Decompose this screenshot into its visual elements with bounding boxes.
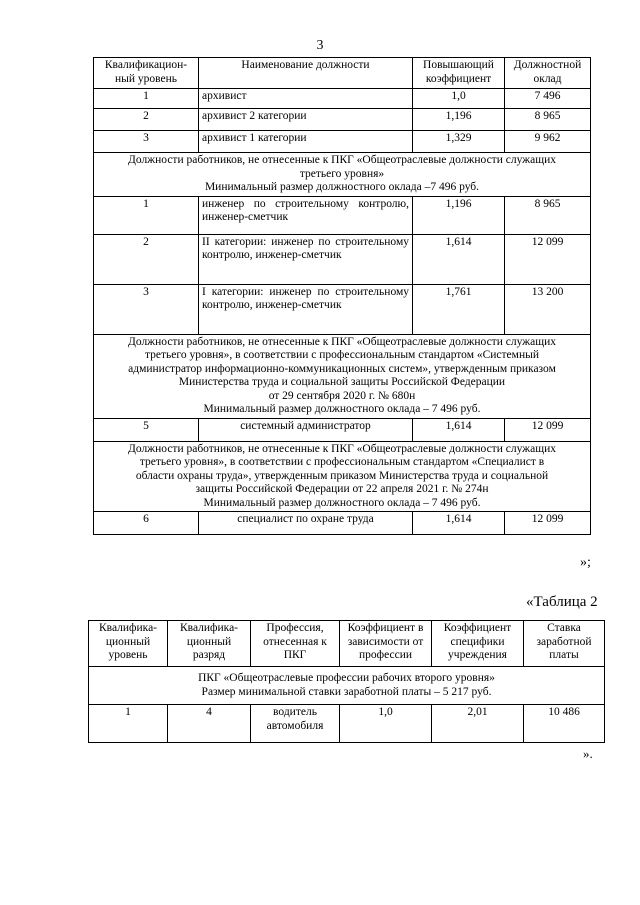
header-wage-rate: Ставка заработной платы (524, 621, 605, 667)
cell-wage-rate: 10 486 (524, 705, 605, 743)
cell-position: архивист 2 категории (199, 109, 413, 131)
group-header-line: защиты Российской Федерации от 22 апреля 2021 г. № 274н (195, 483, 489, 495)
header-qualification-level: Квалификацион-ный уровень (94, 58, 199, 89)
closing-quote-2: ». (583, 746, 593, 761)
cell-level: 6 (94, 512, 199, 535)
cell-position: инженер по строительному контролю, инженер-сметчик (199, 196, 413, 234)
table-row (94, 89, 591, 109)
cell-coefficient: 1,0 (413, 89, 505, 109)
cell-salary: 9 962 (505, 131, 591, 153)
group-header-line: третьего уровня» (299, 167, 385, 180)
cell-grade: 4 (168, 705, 251, 743)
cell-coefficient: 1,329 (413, 131, 505, 153)
table-header-row (89, 621, 605, 667)
header-profession-coefficient: Коэффициент в зависимости от профессии (340, 621, 432, 667)
cell-level: 3 (94, 131, 199, 153)
header-qualification-level: Квалифика-ционный уровень (89, 621, 168, 667)
group-header-row (89, 667, 605, 705)
header-raising-coefficient: Повышающий коэффициент (413, 58, 505, 89)
cell-position: системный администратор (199, 418, 413, 441)
table-header-row (94, 58, 591, 89)
cell-salary: 12 099 (505, 418, 591, 441)
group-header-row (94, 441, 591, 512)
table-row (94, 234, 591, 284)
cell-level: 5 (94, 418, 199, 441)
cell-salary: 8 965 (505, 196, 591, 234)
cell-profession-coefficient: 1,0 (340, 705, 432, 743)
closing-quote-1: »; (580, 555, 591, 570)
table-row (94, 418, 591, 441)
page-number: 3 (316, 38, 324, 53)
cell-coefficient: 1,614 (413, 418, 505, 441)
cell-level: 1 (94, 196, 199, 234)
cell-level: 3 (94, 284, 199, 334)
group-header-row (94, 334, 591, 418)
group-header-line: Должности работников, не отнесенные к ПКГ «Общеотраслевые должности служащих (128, 154, 556, 166)
table-row (94, 196, 591, 234)
cell-coefficient: 1,761 (413, 284, 505, 334)
cell-level: 2 (94, 109, 199, 131)
salary-table-positions (93, 57, 591, 535)
header-institution-coefficient: Коэффициент специфики учреждения (432, 621, 524, 667)
cell-salary: 7 496 (505, 89, 591, 109)
cell-coefficient: 1,614 (413, 512, 505, 535)
group-header-line: Минимальный размер должностного оклада – 7 496 руб. (203, 403, 481, 415)
cell-salary: 13 200 (505, 284, 591, 334)
cell-salary: 12 099 (505, 512, 591, 535)
group-header-line: Должности работников, не отнесенные к ПКГ «Общеотраслевые должности служащих (128, 442, 556, 455)
cell-coefficient: 1,196 (413, 196, 505, 234)
header-qualification-grade: Квалифика-ционный разряд (168, 621, 251, 667)
cell-coefficient: 1,196 (413, 109, 505, 131)
cell-position: I категории: инженер по строительному контролю, инженер-сметчик (199, 284, 413, 334)
group-header-line: третьего уровня», в соответствии с профессиональным стандартом «Специалист в (139, 456, 545, 468)
cell-position: архивист 1 категории (199, 131, 413, 153)
group-header-line: Минимальный размер должностного оклада –7 496 руб. (204, 181, 480, 193)
table-row (94, 512, 591, 535)
group-header-line: ПКГ «Общеотраслевые профессии рабочих второго уровня» (198, 672, 495, 684)
header-official-salary: Должностной оклад (505, 58, 591, 89)
cell-level: 1 (89, 705, 168, 743)
group-header-general-positions (94, 153, 591, 197)
cell-position: II категории: инженер по строительному контролю, инженер-сметчик (199, 234, 413, 284)
table2-caption: «Таблица 2 (526, 594, 598, 610)
table-row (94, 131, 591, 153)
group-header-line: Минимальный размер должностного оклада – 7 496 руб. (203, 496, 481, 509)
cell-level: 2 (94, 234, 199, 284)
group-header-row (94, 153, 591, 197)
cell-coefficient: 1,614 (413, 234, 505, 284)
group-header-line: Должности работников, не отнесенные к ПКГ «Общеотраслевые должности служащих (128, 335, 556, 348)
header-position-name: Наименование должности (199, 58, 413, 89)
cell-position: архивист (199, 89, 413, 109)
cell-institution-coefficient: 2,01 (432, 705, 524, 743)
group-header-line: третьего уровня», в соответствии с профессиональным стандартом «Системный (145, 349, 539, 361)
table-row (94, 284, 591, 334)
cell-level: 1 (94, 89, 199, 109)
header-profession: Профессия, отнесенная к ПКГ (251, 621, 340, 667)
group-header-line: Министерства труда и социальной защиты Российской Федерации (178, 376, 506, 388)
group-header-line: области охраны труда», утвержденным приказом Министерства труда и социальной (135, 469, 549, 482)
group-header-line: от 29 сентября 2020 г. № 680н (268, 389, 416, 402)
cell-position: специалист по охране труда (199, 512, 413, 535)
cell-profession: водитель автомобиля (251, 705, 340, 743)
group-header-line: администратор информационно-коммуникационных систем», утвержденным приказом (128, 362, 556, 375)
table-row (89, 705, 605, 743)
group-header-workers (89, 667, 605, 705)
cell-salary: 12 099 (505, 234, 591, 284)
wage-table-workers (88, 620, 605, 743)
table-row (94, 109, 591, 131)
group-header-line: Размер минимальной ставки заработной платы – 5 217 руб. (201, 685, 492, 698)
group-header-labor-safety (94, 441, 591, 512)
cell-salary: 8 965 (505, 109, 591, 131)
group-header-sysadmin (94, 334, 591, 418)
